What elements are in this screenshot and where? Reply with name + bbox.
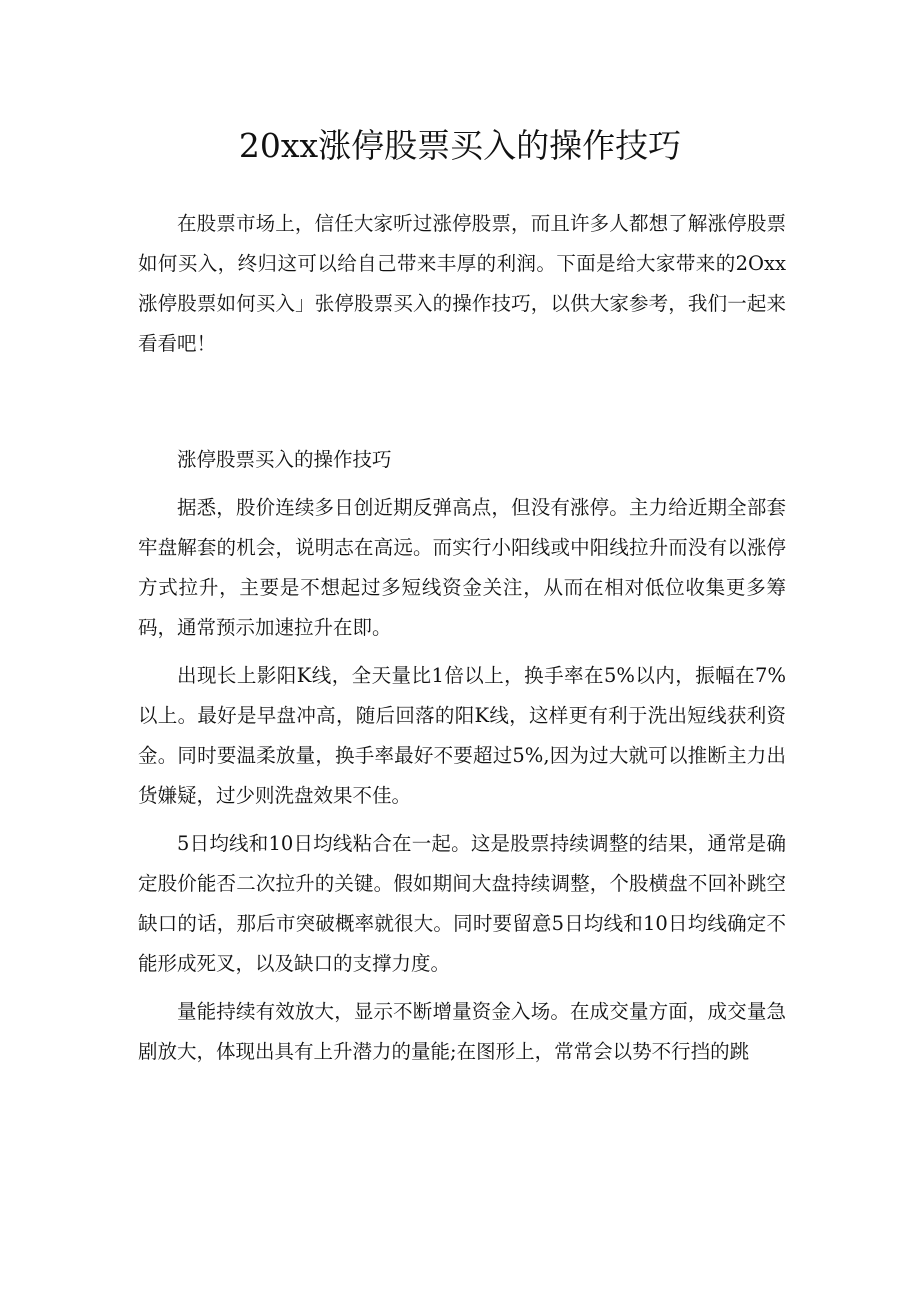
body-paragraph: 量能持续有效放大，显示不断增量资金入场。在成交量方面，成交量急剧放大，体现出具有上升潜力的量能;在图形上，常常会以势不行挡的跳	[138, 1000, 786, 1063]
body-paragraph: 出现长上影阳K线，全天量比1倍以上，换手率在5%以内，振幅在7%以上。最好是早盘冲高，随后回落的阳K线，这样更有利于洗出短线获利资金。同时要温柔放量，换手率最好不要超过5%,因为过大就可以推断主力出货嫌疑，过少则洗盘效果不佳。	[138, 664, 786, 807]
document-body	[138, 204, 786, 1080]
body-paragraph: 据悉，股价连续多日创近期反弹高点，但没有涨停。主力给近期全部套牢盘解套的机会，说明志在高远。而实行小阳线或中阳线拉升而没有以涨停方式拉升，主要是不想起过多短线资金关注，从而在相对低位收集更多筹码，通常预示加速拉升在即。	[138, 496, 786, 639]
section-heading: 涨停股票买入的操作技巧	[177, 448, 392, 471]
document-title: 20xx涨停股票买入的操作技巧	[238, 126, 682, 165]
body-paragraph: 5日均线和10日均线粘合在一起。这是股票持续调整的结果，通常是确定股价能否二次拉升的关键。假如期间大盘持续调整，个股横盘不回补跳空缺口的话，那后市突破概率就很大。同时要留意5日均线和10日均线确定不能形成死叉，以及缺口的支撑力度。	[138, 832, 786, 975]
intro-paragraph: 在股票市场上，信任大家听过涨停股票，而且许多人都想了解涨停股票如何买入，终归这可以给自己带来丰厚的利润。下面是给大家带来的2Oxx涨停股票如何买入」张停股票买入的操作技巧，以供大家参考，我们一起来看看吧！	[138, 212, 786, 355]
